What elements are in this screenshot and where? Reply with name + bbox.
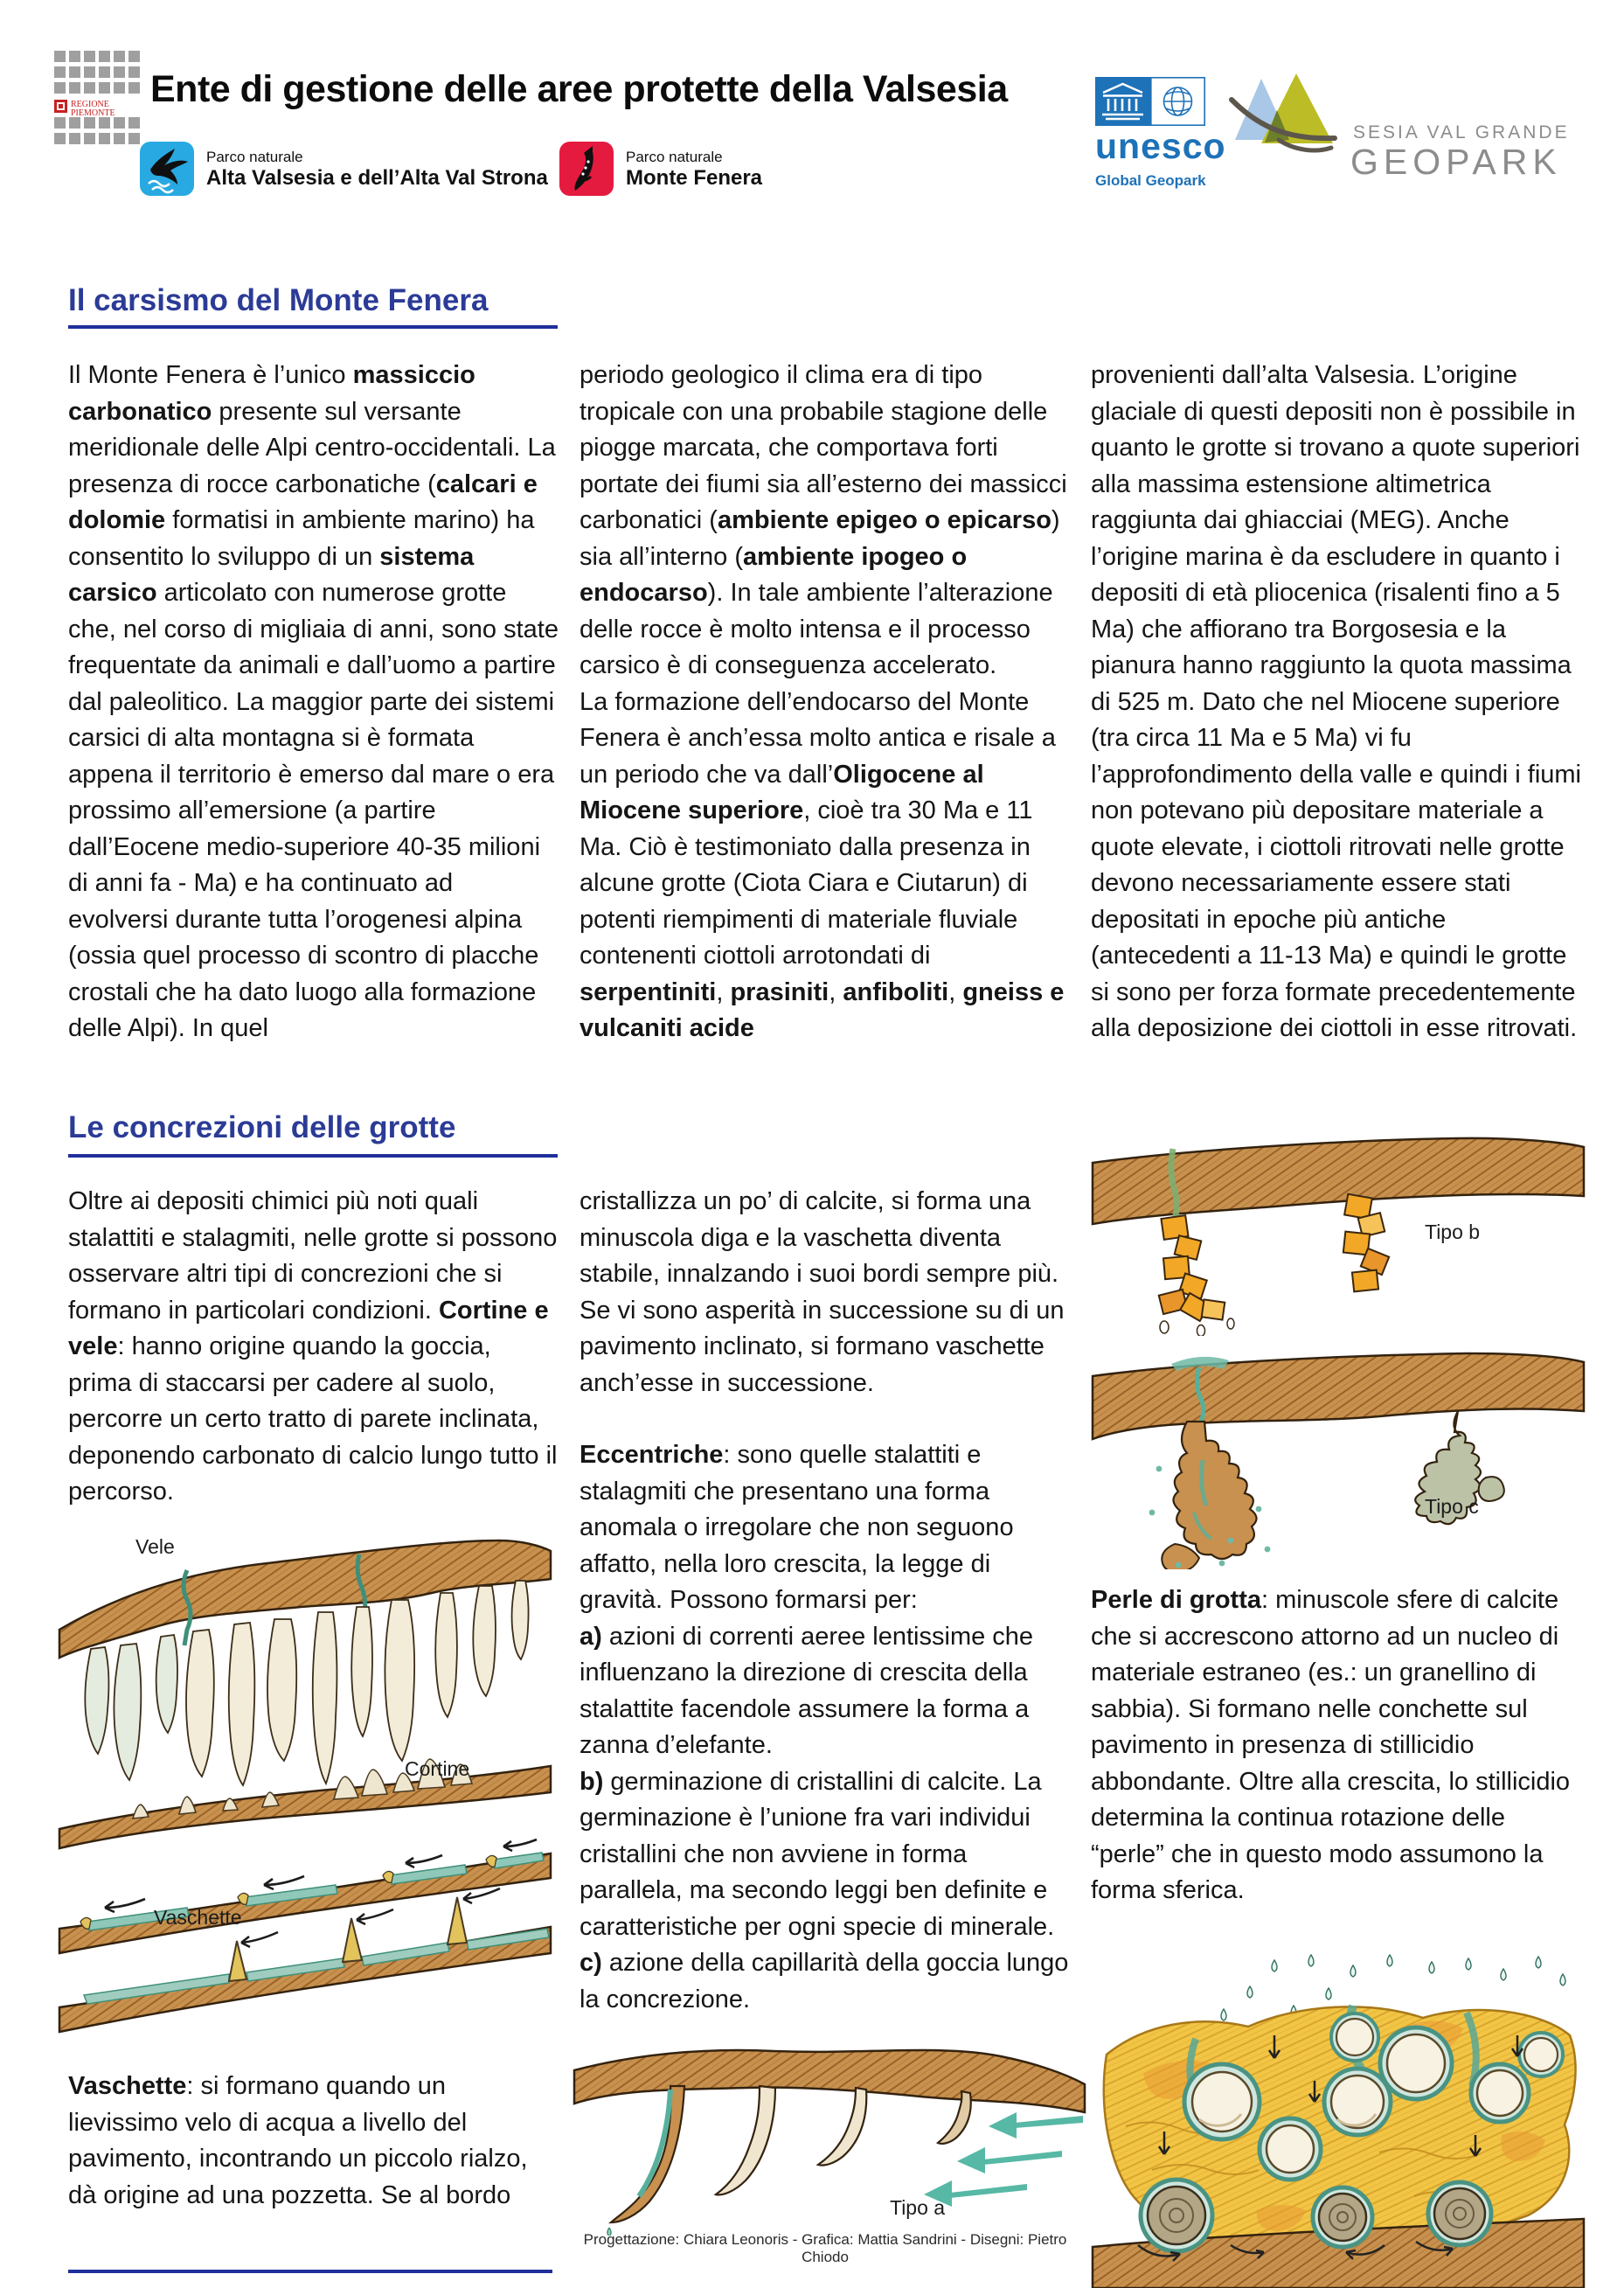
park2-kicker: Parco naturale [626, 148, 723, 165]
vele-cortine-vaschette-illustration [58, 1518, 552, 2041]
eagle-icon [140, 142, 194, 196]
paragraph: Il Monte Fenera è l’unico massiccio carbonatico presente sul versante meridionale delle Alpi centro-occidentali. La presenza di rocce carbonatiche (calcari e dolomie formatisi in ambiente marino) ha consentito lo sviluppo di un sistema carsico articolato con numerose grotte che, nel corso di migliaia di anni, sono state frequentate da animali e dall’uomo a partire dal paleolitico. La maggior parte dei sistemi carsici di alta montagna si è formata appena il territorio è emerso dal mare o era prossimo all’emersione (a partire dall’Eocene medio-superiore 40-35 milioni di anni fa - Ma) e ha continuato ad evolversi durante tutta l’orogenesi alpina (ossia quel processo di scontro di placche crostali che ha dato luogo alla formazione delle Alpi). In quel [68, 361, 559, 1042]
paragraph: c) azione della capillarità della goccia lungo la concrezione. [580, 1949, 1069, 2013]
regione-piemonte-logo [54, 51, 152, 153]
cave-pearls-illustration [1091, 1951, 1586, 2288]
unesco-subtitle: Global Geopark [1095, 172, 1206, 189]
label-vaschette: Vaschette [154, 1906, 242, 1929]
paragraph: Eccentriche: sono quelle stalattiti e stalagmiti che presentano una forma anomala o irregolare che non seguono affatto, nella loro crescita, la legge di gravità. Possono formarsi per: [580, 1441, 1014, 1614]
paragraph: La formazione dell’endocarso del Monte Fenera è anch’essa molto antica e risale a un periodo che va dall’Oligocene al Miocene superiore, cioè tra 30 Ma e 11 Ma. Ciò è testimoniato dalla presenza in alcune grotte (Ciota Ciara e Ciutarun) di potenti riempimenti di materiale fluviale contenenti ciottoli arrotondati di serpentiniti, prasiniti, anfiboliti, gneiss e vulcaniti acide [580, 687, 1065, 1042]
paragraph: Perle di grotta: minuscole sfere di calcite che si accrescono attorno ad un nucleo di materiale estraneo (es.: un granellino di sabbia). Si formano nelle conchette sul pavimento in presenza di stillicidio abbondante. Oltre alla crescita, lo stillicidio determina la continua rotazione delle “perle” che in questo modo assumono la forma sferica. [1091, 1586, 1571, 1904]
section2-column1 [68, 1184, 559, 1511]
unesco-temple-icon [1095, 77, 1150, 126]
section2-rule [68, 1154, 558, 1158]
regione-piemonte-grid-icon [54, 51, 152, 149]
region-logo-line1: REGIONE [71, 100, 109, 109]
paragraph: a) azioni di correnti aeree lentissime che influenzano la direzione di crescita della stalattite facendole assumere la forma a zanna d’elefante. [580, 1622, 1034, 1759]
woodpecker-icon [559, 142, 614, 196]
geopark-mountains-icon [1228, 70, 1337, 157]
geopark-wordmark: GEOPARK [1350, 142, 1562, 182]
label-cortine: Cortine [405, 1757, 470, 1780]
paragraph: b) germinazione di cristallini di calcite. La germinazione è l’unione fra vari individui cristallini che non avviene in forma parallela, ma secondo leggi ben definite e caratteristiche per ogni specie di minerale. [580, 1767, 1055, 1941]
section1-title: Il carsismo del Monte Fenera [68, 283, 489, 317]
page-title: Ente di gestione delle aree protette della Valsesia [150, 68, 1008, 110]
tipo-a-illustration [573, 2030, 1088, 2240]
section1-column3 [1091, 358, 1582, 1047]
section1-rule [68, 325, 558, 329]
credits-line: Progettazione: Chiara Leonoris - Grafica: Mattia Sandrini - Disegni: Pietro Chiodo [583, 2231, 1067, 2265]
region-logo-line2: PIEMONTE [71, 108, 115, 118]
geopark-name: SESIA VAL GRANDE [1353, 122, 1570, 143]
label-tipo-c: Tipo c [1425, 1495, 1479, 1518]
park1-name: Alta Valsesia e dell’Alta Val Strona [206, 165, 548, 190]
paragraph: Oltre ai depositi chimici più noti quali stalattiti e stalagmiti, nelle grotte si possono osservare altri tipi di concrezioni che si formano in particolari condizioni. Cortine e vele: hanno origine quando la goccia, prima di staccarsi per cadere al suolo, percorre un certo tratto di parete inclinata, deponendo carbonato di calcio lungo tutto il percorso. [68, 1187, 558, 1506]
unesco-logo [1095, 77, 1226, 190]
section2-column2 [580, 1184, 1071, 2018]
paragraph: Vaschette: si formano quando un lievissimo velo di acqua a livello del pavimento, incontrando un piccolo rialzo, dà origine ad una pozzetta. Se al bordo [68, 2072, 528, 2209]
section2-title: Le concrezioni delle grotte [68, 1110, 456, 1144]
paragraph: periodo geologico il clima era di tipo tropicale con una probabile stagione delle piogge marcata, che comportava forti portate dei fiumi sia all’esterno dei massicci carbonatici (ambiente epigeo o epicarso) sia all’interno (ambiente ipogeo o endocarso). In tale ambiente l’alterazione delle rocce è molto intensa e il processo carsico è di conseguenza accelerato. [580, 361, 1067, 679]
park1-kicker: Parco naturale [206, 148, 303, 165]
park2-name: Monte Fenera [626, 165, 763, 190]
section2-column3 [1091, 1582, 1582, 1909]
label-tipo-a: Tipo a [890, 2196, 946, 2219]
tipo-b-illustration [1091, 1126, 1586, 1340]
tipo-c-illustration [1091, 1338, 1586, 1574]
unesco-globe-icon [1150, 77, 1205, 126]
section1-column1 [68, 358, 559, 1047]
unesco-wordmark: unesco [1095, 126, 1226, 166]
park-alta-valsesia [140, 142, 548, 196]
section2-column1-bottom [68, 2069, 559, 2214]
park-monte-fenera [559, 142, 762, 196]
label-vele: Vele [135, 1535, 175, 1558]
bottom-rule [68, 2270, 552, 2273]
label-tipo-b: Tipo b [1425, 1220, 1481, 1243]
paragraph: cristallizza un po’ di calcite, si forma una minuscola diga e la vaschetta diventa stabile, innalzando i suoi bordi sempre più. Se vi sono asperità in successione su di un pavimento inclinato, si formano vaschette anch’esse in successione. [580, 1187, 1065, 1397]
paragraph: provenienti dall’alta Valsesia. L’origine glaciale di questi depositi non è possibile in quanto le grotte si trovano a quote superiori alla massima estensione altimetrica raggiunta dai ghiacciai (MEG). Anche l’origine marina è da escludere in quanto i depositi di età pliocenica (risalenti fino a 5 Ma) che affiorano tra Borgosesia e la pianura hanno raggiunto la quota massima di 525 m. Dato che nel Miocene superiore (tra circa 11 Ma e 5 Ma) vi fu l’approfondimento della valle e quindi i fiumi non potevano più depositare materiale a quote elevate, i ciottoli ritrovati nelle grotte devono necessariamente essere stati depositati in epoche più antiche (antecedenti a 11-13 Ma) e quindi le grotte si sono per forza formate precedentemente alla deposizione dei ciottoli in esse ritrovati. [1091, 361, 1581, 1042]
section1-column2 [580, 358, 1071, 1047]
